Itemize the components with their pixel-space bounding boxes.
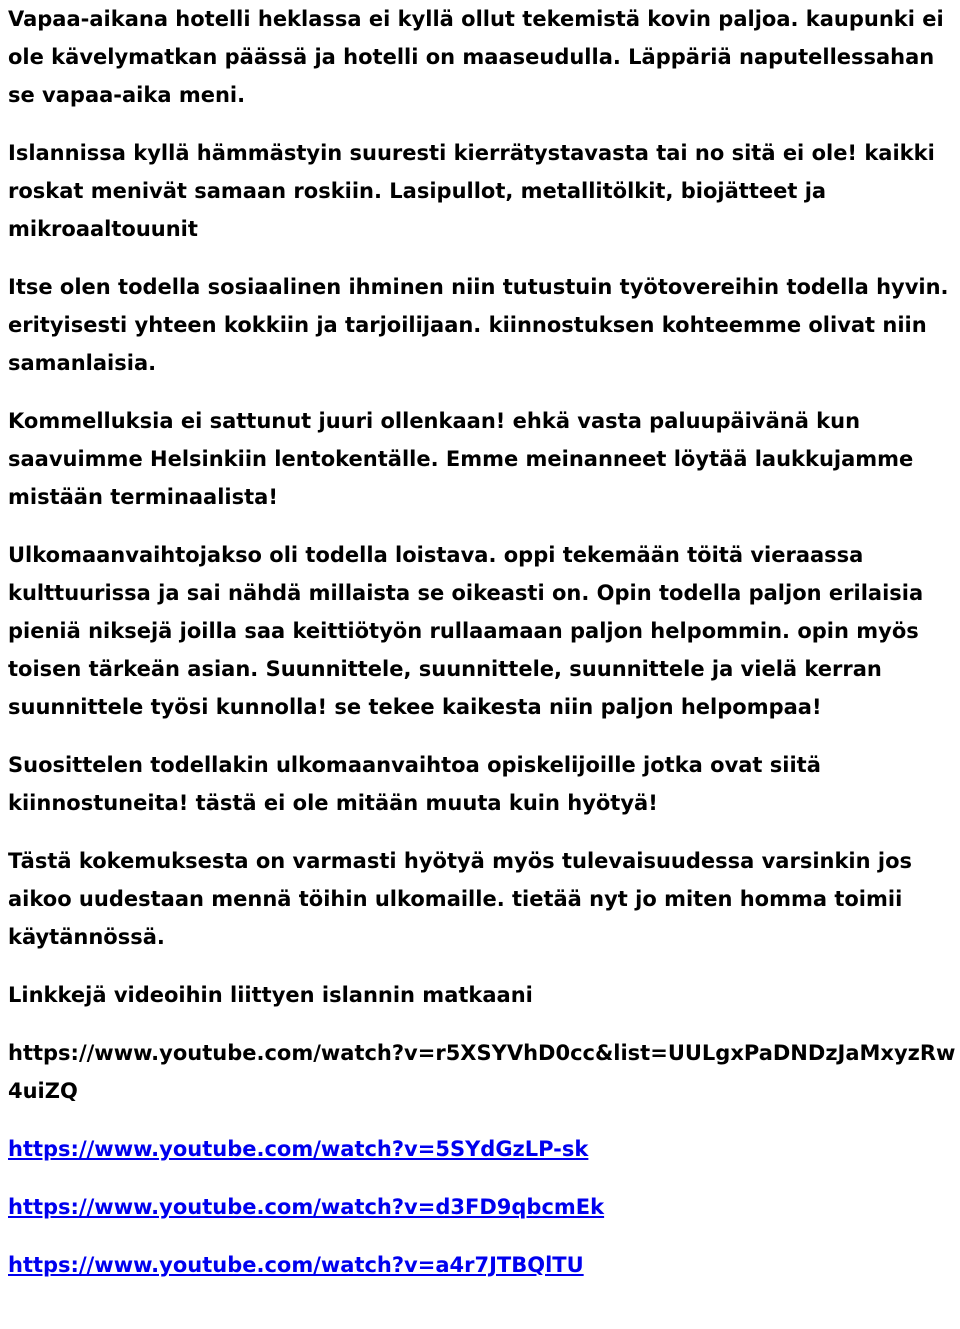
video-link-2[interactable]: https://www.youtube.com/watch?v=d3FD9qbcmEk xyxy=(8,1195,605,1219)
video-link-1[interactable]: https://www.youtube.com/watch?v=5SYdGzLP-sk xyxy=(8,1137,589,1161)
paragraph-social: Itse olen todella sosiaalinen ihminen niin tutustuin työtovereihin todella hyvin. erityisesti yhteen kokkiin ja tarjoilijaan. kiinnostuksen kohteemme olivat niin samanlaisia. xyxy=(8,275,949,375)
document-page xyxy=(8,0,956,1304)
plain-video-url: https://www.youtube.com/watch?v=r5XSYVhD0cc&list=UULgxPaDNDzJaMxyzRw4uiZQ xyxy=(8,1041,956,1103)
links-heading: Linkkejä videoihin liittyen islannin matkaani xyxy=(8,983,533,1007)
paragraph-future-benefit: Tästä kokemuksesta on varmasti hyötyä myös tulevaisuudessa varsinkin jos aikoo uudestaan mennä töihin ulkomaille. tietää nyt jo miten homma toimii käytännössä. xyxy=(8,849,913,949)
paragraph-mishaps: Kommelluksia ei sattunut juuri ollenkaan! ehkä vasta paluupäivänä kun saavuimme Helsinkiin lentokentälle. Emme meinanneet löytää laukkujamme mistään terminaalista! xyxy=(8,409,914,509)
paragraph-free-time: Vapaa-aikana hotelli heklassa ei kyllä ollut tekemistä kovin paljoa. kaupunki ei ole kävelymatkan päässä ja hotelli on maaseudulla. Läppäriä naputellessahan se vapaa-aika meni. xyxy=(8,7,944,107)
video-link-3[interactable]: https://www.youtube.com/watch?v=a4r7JTBQlTU xyxy=(8,1253,584,1277)
paragraph-recommendation: Suosittelen todellakin ulkomaanvaihtoa opiskelijoille jotka ovat siitä kiinnostuneita! tästä ei ole mitään muuta kuin hyötyä! xyxy=(8,753,821,815)
paragraph-exchange-review: Ulkomaanvaihtojakso oli todella loistava. oppi tekemään töitä vieraassa kulttuurissa ja sai nähdä millaista se oikeasti on. Opin todella paljon erilaisia pieniä niksejä joilla saa keittiötyön rullaamaan paljon helpommin. opin myös toisen tärkeän asian. Suunnittele, suunnittele, suunnittele ja vielä kerran suunnittele työsi kunnolla! se tekee kaikesta niin paljon helpompaa! xyxy=(8,543,924,719)
video-link-list xyxy=(8,1130,956,1284)
paragraph-recycling: Islannissa kyllä hämmästyin suuresti kierrätystavasta tai no sitä ei ole! kaikki roskat menivät samaan roskiin. Lasipullot, metallitölkit, biojätteet ja mikroaaltouunit xyxy=(8,141,935,241)
